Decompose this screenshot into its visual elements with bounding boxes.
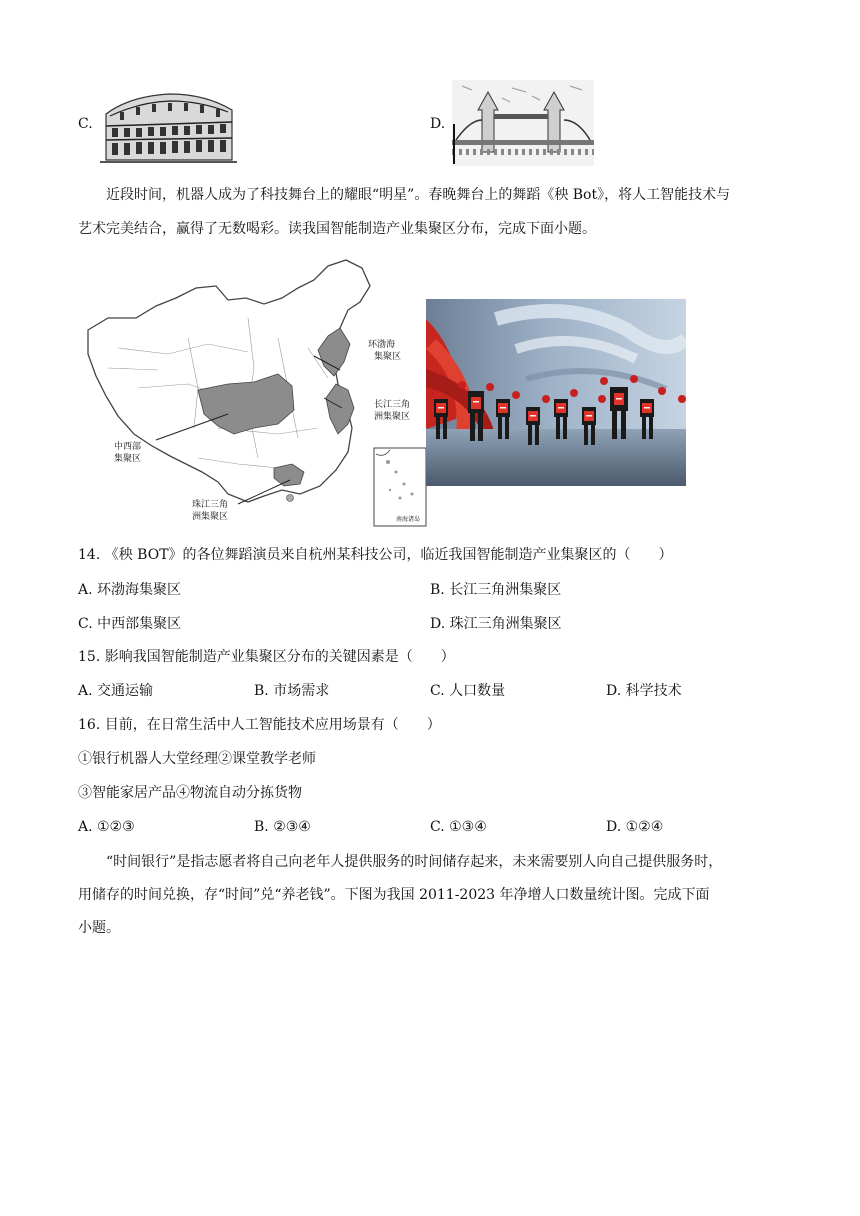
q14-stem: 14. 《秧 BOT》的各位舞蹈演员来自杭州某科技公司，临近我国智能制造产业集聚区的（ ） xyxy=(78,547,673,563)
colosseum-image xyxy=(100,80,237,166)
intro1-line1: 近段时间，机器人成为了科技舞台上的耀眼“明星”。春晚舞台上的舞蹈《秧 Bot》，将人工智能技术与 xyxy=(106,187,731,203)
label-central-2: 集聚区 xyxy=(114,454,142,464)
q16-items-line2: ③智能家居产品④物流自动分拣货物 xyxy=(78,785,302,801)
label-inset: 南海诸岛 xyxy=(396,516,421,523)
intro2-line2: 用储存的时间兑换，存“时间”兑“养老钱”。下图为我国 2011-2023 年净增人口数量统计图。完成下面 xyxy=(78,887,710,903)
label-bohai-1: 环渤海 xyxy=(368,340,396,350)
q15-option-d[interactable]: D. 科学技术 xyxy=(606,683,682,699)
q15-option-b[interactable]: B. 市场需求 xyxy=(254,683,330,699)
q16-option-d[interactable]: D. ①②④ xyxy=(606,819,664,835)
q14-option-d[interactable]: D. 珠江三角洲集聚区 xyxy=(430,616,562,632)
q14-option-b[interactable]: B. 长江三角洲集聚区 xyxy=(430,582,562,598)
intro2-line1: “时间银行”是指志愿者将自己向老年人提供服务的时间储存起来，未来需要别人向自己提供服务时， xyxy=(106,854,723,870)
option-c-label: C. xyxy=(78,116,93,132)
q16-items-line1: ①银行机器人大堂经理②课堂教学老师 xyxy=(78,751,316,767)
robot-dance-photo xyxy=(426,299,686,486)
label-yangtze-2: 洲集聚区 xyxy=(374,412,411,422)
q16-option-a[interactable]: A. ①②③ xyxy=(78,819,135,835)
q16-option-c[interactable]: C. ①③④ xyxy=(430,819,487,835)
china-industry-map xyxy=(78,258,432,530)
q16-option-b[interactable]: B. ②③④ xyxy=(254,819,311,835)
q15-option-c[interactable]: C. 人口数量 xyxy=(430,683,506,699)
option-d-label: D. xyxy=(430,116,446,132)
label-pearl-1: 珠江三角 xyxy=(192,500,229,510)
label-pearl-2: 洲集聚区 xyxy=(192,512,229,522)
tower-bridge-image xyxy=(452,80,594,166)
label-yangtze-1: 长江三角 xyxy=(374,400,411,410)
q15-stem: 15. 影响我国智能制造产业集聚区分布的关键因素是（ ） xyxy=(78,649,455,665)
q15-option-a[interactable]: A. 交通运输 xyxy=(78,683,154,699)
q16-stem: 16. 目前，在日常生活中人工智能技术应用场景有（ ） xyxy=(78,717,441,733)
label-central-1: 中西部 xyxy=(114,442,142,452)
label-bohai-2: 集聚区 xyxy=(374,352,402,362)
q14-option-a[interactable]: A. 环渤海集聚区 xyxy=(78,582,182,598)
intro2-line3: 小题。 xyxy=(78,920,120,936)
intro1-line2: 艺术完美结合，赢得了无数喝彩。读我国智能制造产业集聚区分布，完成下面小题。 xyxy=(78,221,596,237)
q14-option-c[interactable]: C. 中西部集聚区 xyxy=(78,616,182,632)
